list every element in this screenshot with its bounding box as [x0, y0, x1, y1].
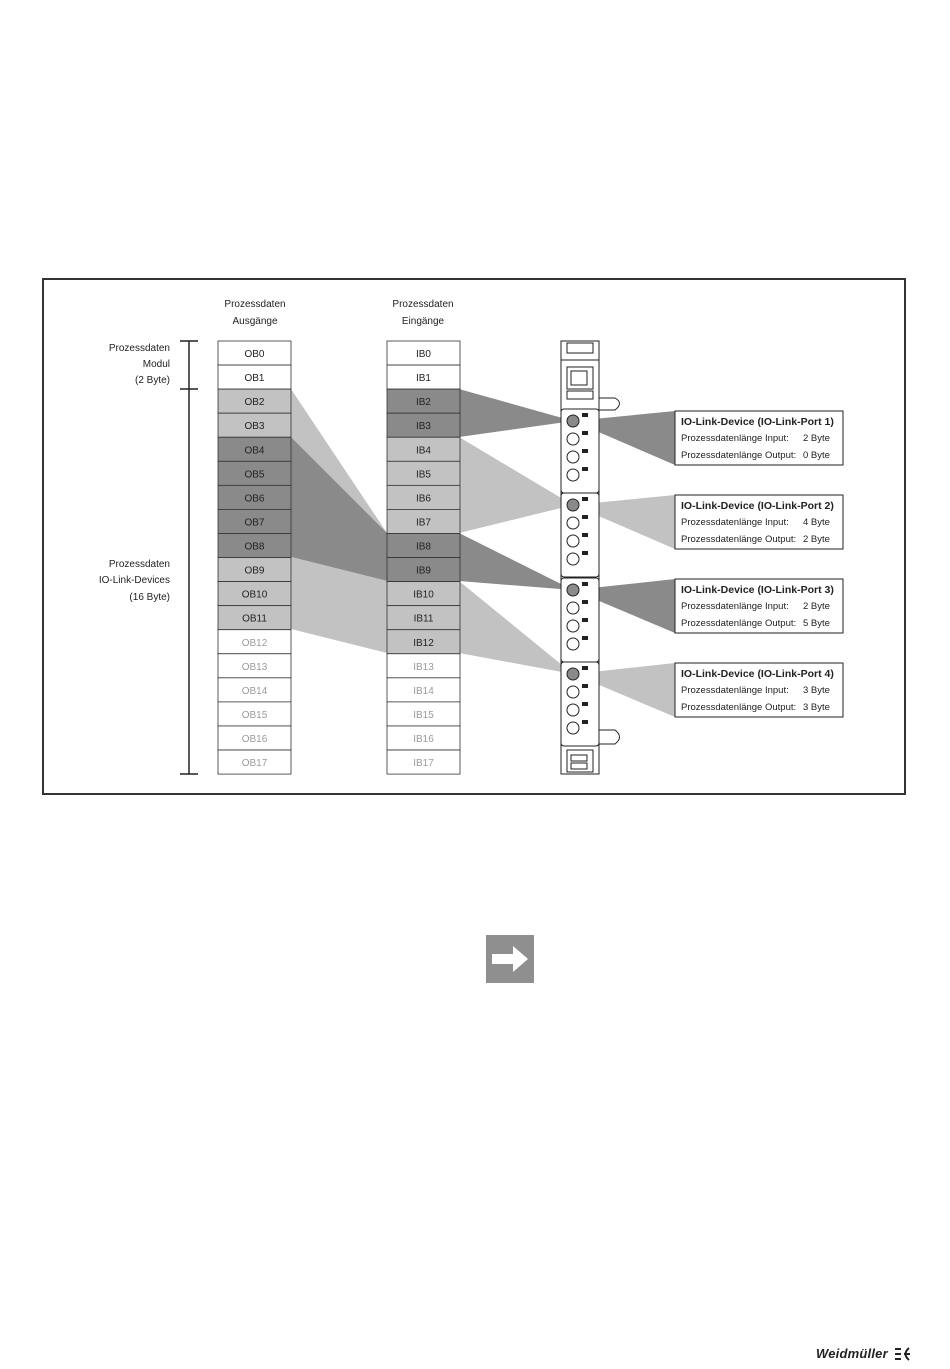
module-label-line3: (2 Byte) [134, 375, 170, 386]
port-led [582, 666, 588, 670]
port-terminal [567, 704, 579, 716]
output-byte-label: OB7 [244, 517, 265, 529]
port-led [582, 515, 588, 519]
output-byte-label: OB1 [244, 373, 265, 385]
input-bytes-column [387, 341, 460, 774]
output-byte-label: OB14 [241, 685, 268, 697]
device-title: IO-Link-Device (IO-Link-Port 2) [681, 500, 834, 512]
input-byte-label: IB10 [413, 589, 434, 601]
device-boxes [675, 411, 843, 717]
port-connector [567, 415, 579, 427]
port-led [582, 720, 588, 724]
outputs-header-line1: Prozessdaten [224, 299, 286, 310]
output-byte-label: OB6 [244, 493, 265, 505]
input-byte-label: IB5 [415, 469, 432, 481]
port-led [582, 702, 588, 706]
input-byte-label: IB13 [413, 661, 434, 673]
port-led [582, 533, 588, 537]
device-output-value: 5 Byte [803, 618, 830, 629]
device-input-label: Prozessdatenlänge Input: [681, 517, 789, 528]
next-page-arrow[interactable] [486, 935, 534, 983]
port-terminal [567, 638, 579, 650]
port-terminal [567, 686, 579, 698]
link-port4-inputs [459, 581, 573, 674]
output-byte-label: OB9 [244, 565, 265, 577]
arrow-right-icon [486, 935, 534, 983]
port-led [582, 467, 588, 471]
devices-label-line1: Prozessdaten [108, 559, 170, 570]
port-terminal [567, 451, 579, 463]
module-label-line1: Prozessdaten [108, 343, 170, 354]
input-byte-label: IB8 [415, 541, 432, 553]
port-terminal [567, 553, 579, 565]
input-byte-label: IB1 [415, 373, 432, 385]
link-port1-inputs [459, 389, 573, 437]
module-bracket [180, 341, 198, 389]
input-byte-label: IB6 [415, 493, 432, 505]
output-byte-label: OB11 [242, 613, 267, 625]
mapping-links [291, 389, 675, 717]
output-byte-label: OB13 [241, 661, 268, 673]
input-byte-label: IB0 [415, 349, 432, 361]
port-terminal [567, 620, 579, 632]
output-byte-label: OB0 [244, 349, 265, 361]
port-led [582, 600, 588, 604]
device-output-label: Prozessdatenlänge Output: [681, 702, 797, 713]
device-input-label: Prozessdatenlänge Input: [681, 601, 789, 612]
input-byte-label: IB16 [413, 733, 434, 745]
port-connector [567, 584, 579, 596]
port-terminal [567, 433, 579, 445]
port-led [582, 551, 588, 555]
inputs-header-line1: Prozessdaten [392, 299, 454, 310]
input-byte-label: IB4 [415, 445, 432, 457]
link-port2-inputs [459, 437, 573, 533]
output-byte-label: OB5 [244, 469, 265, 481]
port-terminal [567, 517, 579, 529]
port-connector [567, 499, 579, 511]
device-input-value: 4 Byte [803, 517, 830, 528]
device-input-value: 3 Byte [803, 685, 830, 696]
device-output-value: 0 Byte [803, 450, 830, 461]
inputs-header-line2: Eingänge [401, 316, 445, 327]
input-byte-label: IB7 [415, 517, 432, 529]
port-led [582, 582, 588, 586]
devices-bracket [180, 389, 198, 774]
devices-label-line2: IO-Link-Devices [98, 575, 170, 586]
port-terminal [567, 722, 579, 734]
port-led [582, 684, 588, 688]
input-byte-label: IB2 [415, 397, 432, 409]
device-title: IO-Link-Device (IO-Link-Port 3) [681, 584, 834, 596]
input-byte-label: IB12 [413, 637, 434, 649]
output-byte-label: OB17 [241, 758, 268, 770]
input-byte-label: IB9 [415, 565, 432, 577]
port-terminal [567, 469, 579, 481]
output-byte-label: OB8 [244, 541, 265, 553]
module-label-line2: Modul [142, 359, 170, 370]
device-input-label: Prozessdatenlänge Input: [681, 433, 789, 444]
port-led [582, 449, 588, 453]
input-byte-label: IB17 [413, 758, 434, 770]
device-output-label: Prozessdatenlänge Output: [681, 534, 797, 545]
port-terminal [567, 602, 579, 614]
input-byte-label: IB11 [413, 613, 434, 625]
output-byte-label: OB15 [241, 709, 268, 721]
output-byte-label: OB2 [244, 397, 265, 409]
device-output-label: Prozessdatenlänge Output: [681, 450, 797, 461]
devices-label-line3: (16 Byte) [129, 592, 170, 603]
port-led [582, 497, 588, 501]
link-port3-outputs [291, 437, 387, 581]
output-byte-label: OB10 [241, 589, 268, 601]
output-byte-label: OB16 [241, 733, 268, 745]
brand-name: Weidmüller [816, 1346, 888, 1361]
device-input-value: 2 Byte [803, 601, 830, 612]
input-byte-label: IB15 [413, 709, 434, 721]
device-title: IO-Link-Device (IO-Link-Port 1) [681, 416, 834, 428]
port-led [582, 413, 588, 417]
port-led [582, 636, 588, 640]
link-port3-inputs [459, 533, 573, 590]
module-ports [561, 409, 599, 746]
outputs-header-line2: Ausgänge [232, 316, 278, 327]
input-byte-label: IB3 [415, 421, 432, 433]
output-byte-label: OB4 [244, 445, 265, 457]
port-terminal [567, 535, 579, 547]
device-input-label: Prozessdatenlänge Input: [681, 685, 789, 696]
device-output-value: 2 Byte [803, 534, 830, 545]
port-led [582, 618, 588, 622]
output-byte-label: OB3 [244, 421, 265, 433]
port-connector [567, 668, 579, 680]
device-title: IO-Link-Device (IO-Link-Port 4) [681, 668, 834, 680]
device-output-label: Prozessdatenlänge Output: [681, 618, 797, 629]
device-output-value: 3 Byte [803, 702, 830, 713]
output-byte-label: OB12 [241, 637, 268, 649]
weidmueller-logo-icon [893, 1345, 911, 1363]
port-led [582, 431, 588, 435]
output-bytes-column [218, 341, 291, 774]
input-byte-label: IB14 [413, 685, 434, 697]
device-input-value: 2 Byte [803, 433, 830, 444]
